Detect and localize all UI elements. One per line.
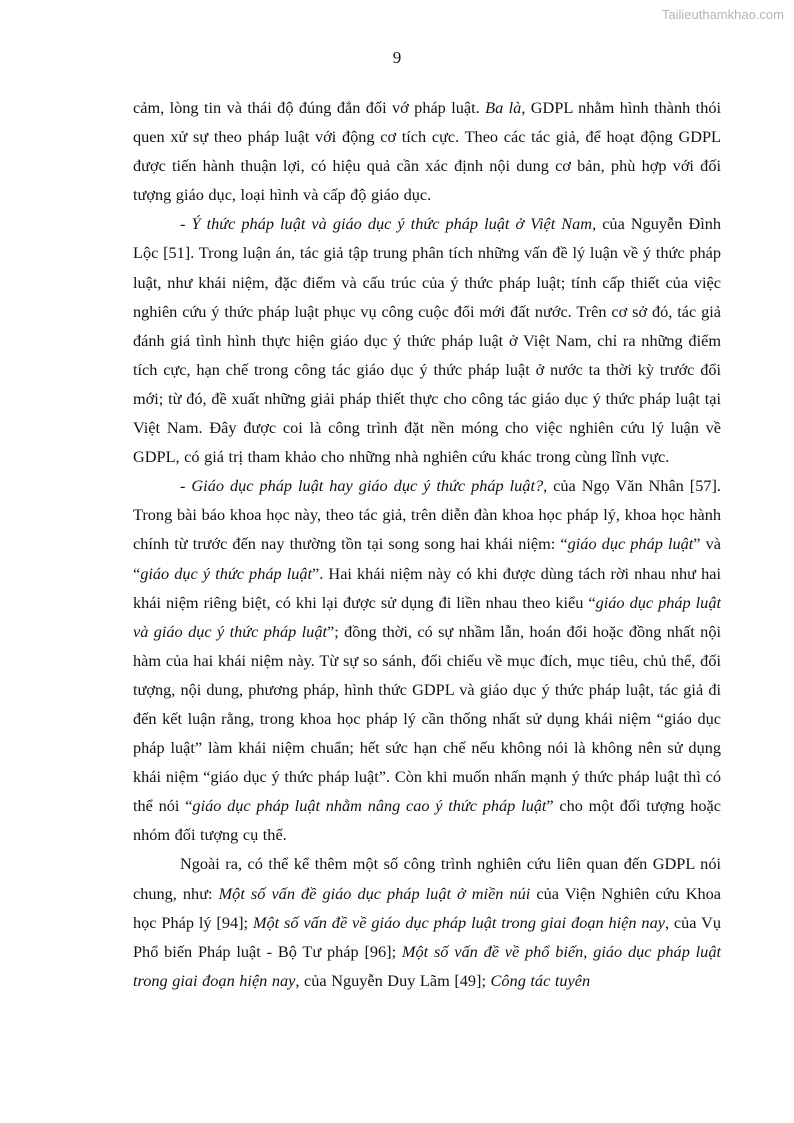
- work-title-italic: Một số vấn đề về phổ biến, giáo dục pháp luật trong giai đoạn hiện nay: [133, 941, 721, 990]
- text-run: ” và “: [133, 534, 721, 583]
- text-run: cảm, lòng tin và thái độ đúng đắn đối vớ pháp luật.: [133, 98, 486, 117]
- text-run: ”. Hai khái niệm này có khi được dùng tách rời nhau như hai khái niệm riêng biệt, có khi lại được sử dụng đi liền nhau theo kiểu “: [133, 563, 721, 612]
- paragraph-ngoai-ra: [133, 849, 721, 994]
- work-title-italic: Một số vấn đề giáo dục pháp luật ở miền núi: [218, 883, 531, 903]
- work-title-italic: Công tác tuyên: [490, 970, 591, 990]
- text-run: , của Nguyễn Duy Lãm [49];: [295, 970, 491, 990]
- work-title-italic: Giáo dục pháp luật hay giáo dục ý thức pháp luật?: [191, 476, 544, 496]
- work-title-italic: Ý thức pháp luật và giáo dục ý thức pháp luật ở Việt Nam: [191, 214, 593, 234]
- text-run: , của Vụ Phổ biến Pháp luật - Bộ Tư pháp [96];: [133, 912, 721, 961]
- paragraph-ngo-van-nhan: [133, 471, 721, 849]
- text-run: -: [180, 214, 192, 234]
- page-number: 9: [392, 48, 402, 67]
- work-title-italic: Một số vấn đề về giáo dục pháp luật trong giai đoạn hiện nay: [252, 912, 665, 932]
- term-italic: giáo dục pháp luật nhằm nâng cao ý thức pháp luật: [192, 796, 547, 816]
- term-italic: giáo dục pháp luật: [567, 534, 694, 554]
- text-run: Ngoài ra, có thể kể thêm một số công trình nghiên cứu liên quan đến GDPL nói chung, như:: [133, 854, 721, 903]
- page-body: [133, 93, 721, 995]
- text-run-italic: Ba là: [485, 98, 522, 117]
- term-italic: giáo dục ý thức pháp luật: [140, 563, 313, 583]
- paragraph-nguyen-dinh-loc: [133, 209, 721, 471]
- text-run: ”; đồng thời, có sự nhầm lẫn, hoán đổi hoặc đồng nhất nội hàm của hai khái niệm này. Từ sự so sánh, đối chiếu về mục đích, mục tiêu, chủ thể, đối tượng, nội dung, phương pháp, hình thức GDPL và giáo dục ý thức pháp luật, tác giả đi đến kết luận rằng, trong khoa học pháp lý cần thống nhất sử dụng khái niệm “giáo dục pháp luật” làm khái niệm chuẩn; hết sức hạn chế nếu không nói là không nên sử dụng khái niệm “giáo dục ý thức pháp luật”. Còn khi muốn nhấn mạnh ý thức pháp luật thì có thể nói “: [133, 621, 721, 816]
- text-run: , của Nguyễn Đình Lộc [51]. Trong luận án, tác giả tập trung phân tích những vấn đề lý luận về ý thức pháp luật, như khái niệm, đặc điểm và cấu trúc của ý thức pháp luật; tính cấp thiết của việc nghiên cứu ý thức pháp luật phục vụ công cuộc đổi mới đất nước. Trên cơ sở đó, tác giả đánh giá tình hình thực hiện giáo dục ý thức pháp luật ở Việt Nam, chỉ ra những điểm tích cực, hạn chế trong công tác giáo dục ý thức pháp luật ở nước ta thời kỳ trước đổi mới; từ đó, đề xuất những giải pháp thiết thực cho công tác giáo dục ý thức pháp luật tại Việt Nam. Đây được coi là công trình đặt nền móng cho việc nghiên cứu lý luận về GDPL, có giá trị tham khảo cho những nhà nghiên cứu khác trong cùng lĩnh vực.: [133, 214, 722, 467]
- text-run: của Viện Nghiên cứu Khoa học Pháp lý [94];: [133, 883, 721, 932]
- text-run: , của Ngọ Văn Nhân [57]. Trong bài báo khoa học này, theo tác giả, trên diễn đàn khoa học pháp lý, khoa học hành chính từ trước đến nay thường tồn tại song song hai khái niệm: “: [133, 476, 721, 554]
- text-run: , GDPL nhằm hình thành thói quen xử sự theo pháp luật với động cơ tích cực. Theo các tác giả, để hoạt động GDPL được tiến hành thuận lợi, có hiệu quả cần xác định nội dung cơ bản, phù hợp với đối tượng giáo dục, loại hình và cấp độ giáo dục.: [133, 98, 721, 205]
- term-italic: giáo dục pháp luật và giáo dục ý thức pháp luật: [133, 592, 721, 641]
- text-run: ” cho một đối tượng hoặc nhóm đối tượng cụ thể.: [133, 796, 721, 845]
- paragraph-ba-la: [133, 93, 721, 209]
- watermark: Tailieuthamkhao.com: [661, 7, 784, 22]
- text-run: -: [180, 476, 192, 496]
